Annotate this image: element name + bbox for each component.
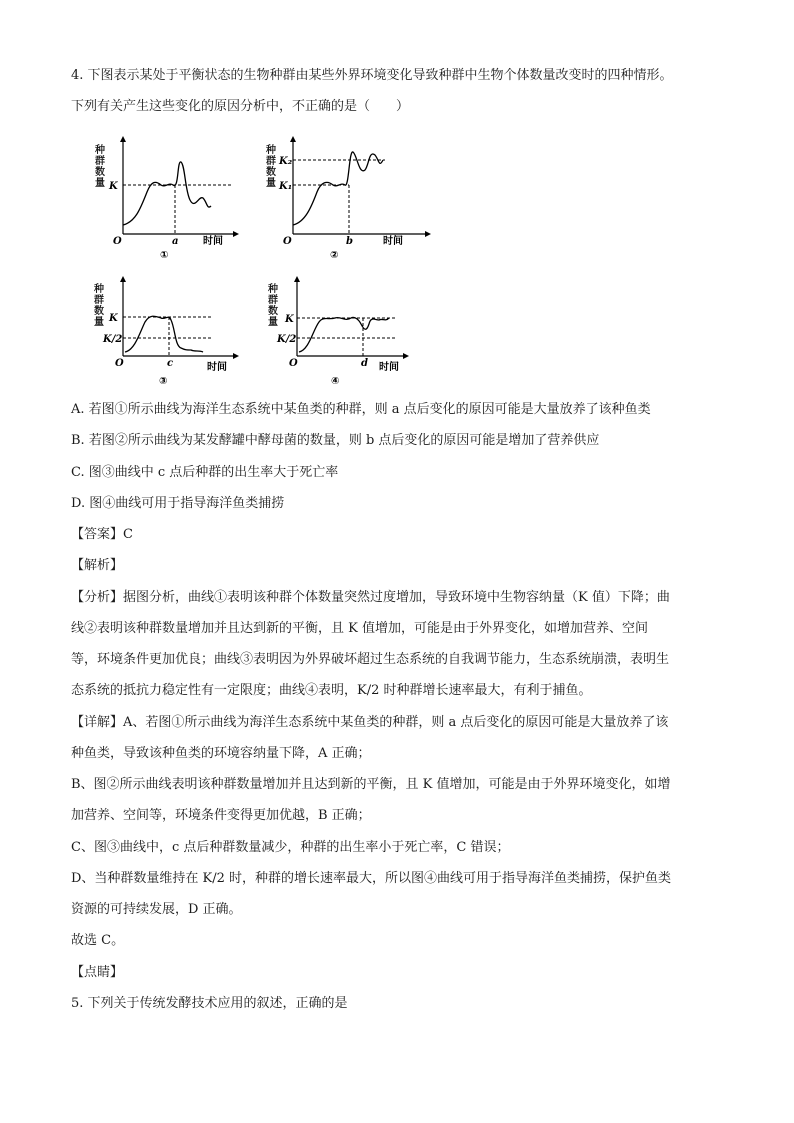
svg-text:O: O [115,358,124,369]
conclusion: 故选 C。 [71,933,125,948]
graph-4-k-label: K [285,314,294,325]
svg-text:O: O [283,236,292,247]
graph-2-k2-label: K₂ [279,156,293,167]
graph-2-point-b: b [346,236,353,247]
xiangjie-line3: B、图②所示曲线表明该种群数量增加并且达到新的平衡，且 K 值增加，可能是由于外界环境变化，如增 [71,777,671,792]
graph-1 [95,130,245,265]
q4-option-c: C. 图③曲线中 c 点后种群的出生率大于死亡率 [71,465,339,480]
xiangjie-tag: 【详解】 [71,715,124,730]
xiangjie-line6: D、当种群数量维持在 K/2 时，种群的增长速率最大，所以图④曲线可用于指导海洋鱼类捕捞，保护鱼类 [71,871,672,886]
fenxi-line3: 等，环境条件更加优良；曲线③表明因为外界破坏超过生态系统的自我调节能力，生态系统崩溃，表明生 [71,652,670,667]
q4-option-a: A. 若图①所示曲线为海洋生态系统中某鱼类的种群，则 a 点后变化的原因可能是大量放养了该种鱼类 [71,402,651,417]
graph-1-point-a: a [172,236,179,247]
q4-stem-line2: 下列有关产生这些变化的原因分析中，不正确的是（ ） [71,99,410,114]
graph-4-point-d: d [361,358,368,369]
svg-text:时间: 时间 [379,362,399,373]
graph-3-ylabel-vertical: 种群数量 [94,284,104,328]
graph-1-origin: O [113,236,122,247]
analysis-tag: 【解析】 [71,558,124,573]
fenxi-line2: 线②表明该种群数量增加并且达到新的平衡，且 K 值增加，可能是由于外界变化，如增加营养、空间 [71,621,648,636]
graph-3-point-c: c [167,358,174,369]
svg-text:时间: 时间 [207,362,227,373]
graph-2-k1-label: K₁ [279,181,293,192]
q4-option-b: B. 若图②所示曲线为某发酵罐中酵母菌的数量，则 b 点后变化的原因可能是增加了营养供应 [71,433,600,448]
q4-option-d: D. 图④曲线可用于指导海洋鱼类捕捞 [71,496,285,511]
graph-1-num: ① [160,250,169,261]
graph-2-num: ② [330,250,339,261]
graph-3-k-label: K [109,313,118,324]
q4-stem-line1: 4. 下图表示某处于平衡状态的生物种群由某些外界环境变化导致种群中生物个体数量改变时的四种情形。 [71,68,673,83]
fenxi-line1: 【分析】据图分析，曲线①表明该种群个体数量突然过度增加，导致环境中生物容纳量（K 值）下降；曲 [71,590,670,605]
graph-4-ylabel-vertical: 种群数量 [268,284,278,328]
answer-line [71,525,133,545]
graph-3-khalf-label: K/2 [103,334,123,345]
fenxi-tag: 【分析】 [71,590,124,605]
graph-2-curve [293,152,383,225]
answer-tag: 【答案】 [71,527,124,542]
xiangjie-line4: 加营养、空间等，环境条件变得更加优越，B 正确； [71,808,371,823]
answer-value: C [123,527,133,542]
xiangjie-line2: 种鱼类，导致该种鱼类的环境容纳量下降，A 正确； [71,746,371,761]
svg-text:O: O [289,358,298,369]
graph-2-ylabel-vertical: 种群数量 [266,145,276,189]
graph-4-num: ④ [331,376,340,387]
dianjing-tag: 【点睛】 [71,965,124,980]
graph-3 [95,270,245,405]
graph-4-curve [299,317,389,352]
graph-4-khalf-label: K/2 [277,334,297,345]
graph-1-curve [123,162,211,225]
graph-1-ylabel-vertical: 种群数量 [95,145,105,189]
graph-3-curve [125,316,203,352]
graph-2 [265,130,435,265]
graph-1-xlabel: 时间 [203,236,223,247]
svg-text:时间: 时间 [383,236,403,247]
q5-stem: 5. 下列关于传统发酵技术应用的叙述，正确的是 [71,996,348,1011]
graph-1-k-label: K [109,181,118,192]
graph-3-num: ③ [159,376,168,387]
xiangjie-line7: 资源的可持续发展，D 正确。 [71,902,242,917]
fenxi-line4: 态系统的抵抗力稳定性有一定限度；曲线④表明，K/2 时种群增长速率最大，有利于捕鱼。 [71,683,592,698]
xiangjie-line1: 【详解】A、若图①所示曲线为海洋生态系统中某鱼类的种群，则 a 点后变化的原因可能是大量放养了该 [71,715,669,730]
xiangjie-line5: C、图③曲线中，c 点后种群数量减少，种群的出生率小于死亡率，C 错误； [71,840,510,855]
graph-4 [265,270,415,405]
